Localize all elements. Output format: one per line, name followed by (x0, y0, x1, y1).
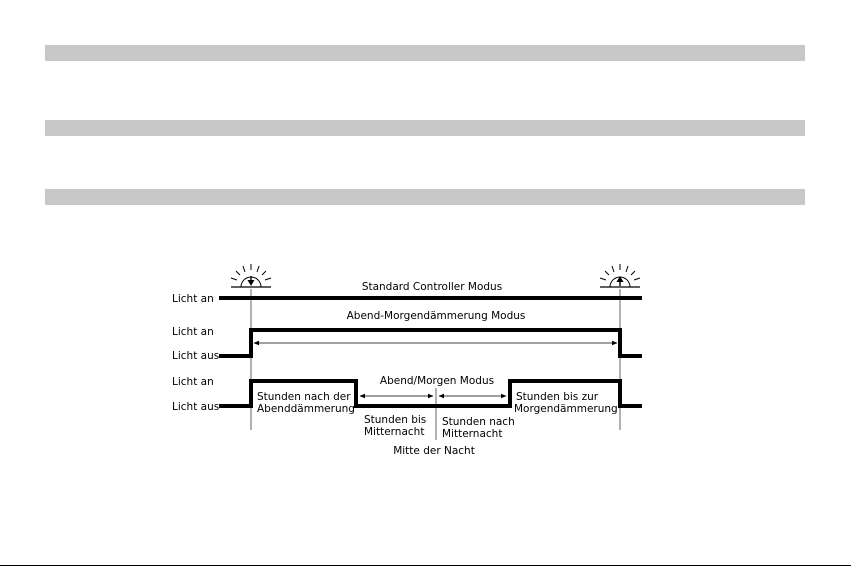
after-midnight-label-line1: Stunden nach (442, 416, 515, 428)
standard-mode-label: Standard Controller Modus (361, 281, 503, 293)
to-midnight-label-line1: Stunden bis (364, 414, 427, 426)
after-dusk-label-line1: Stunden nach der (257, 391, 351, 403)
row2-on-label: Licht an (172, 326, 214, 338)
after-midnight-label-line2: Mitternacht (442, 428, 503, 440)
after-dusk-label-line2: Abenddämmerung (257, 403, 355, 415)
to-dawn-label-line2: Morgendämmerung (514, 403, 618, 415)
row3-on-label: Licht an (172, 376, 214, 388)
sunset-icon (231, 264, 271, 287)
to-dawn-label-line1: Stunden bis zur (516, 391, 599, 403)
row1-on-label: Licht an (172, 293, 214, 305)
midnight-label: Mitte der Nacht (393, 445, 475, 457)
row2-off-label: Licht aus (172, 350, 220, 362)
evening-morning-mode-label: Abend/Morgen Modus (379, 375, 495, 387)
to-midnight-label-line2: Mitternacht (364, 426, 425, 438)
dusk-dawn-mode-label: Abend-Morgendämmerung Modus (346, 310, 526, 322)
row3-off-label: Licht aus (172, 401, 220, 413)
bottom-rule (0, 565, 851, 566)
sunrise-icon (600, 264, 640, 287)
